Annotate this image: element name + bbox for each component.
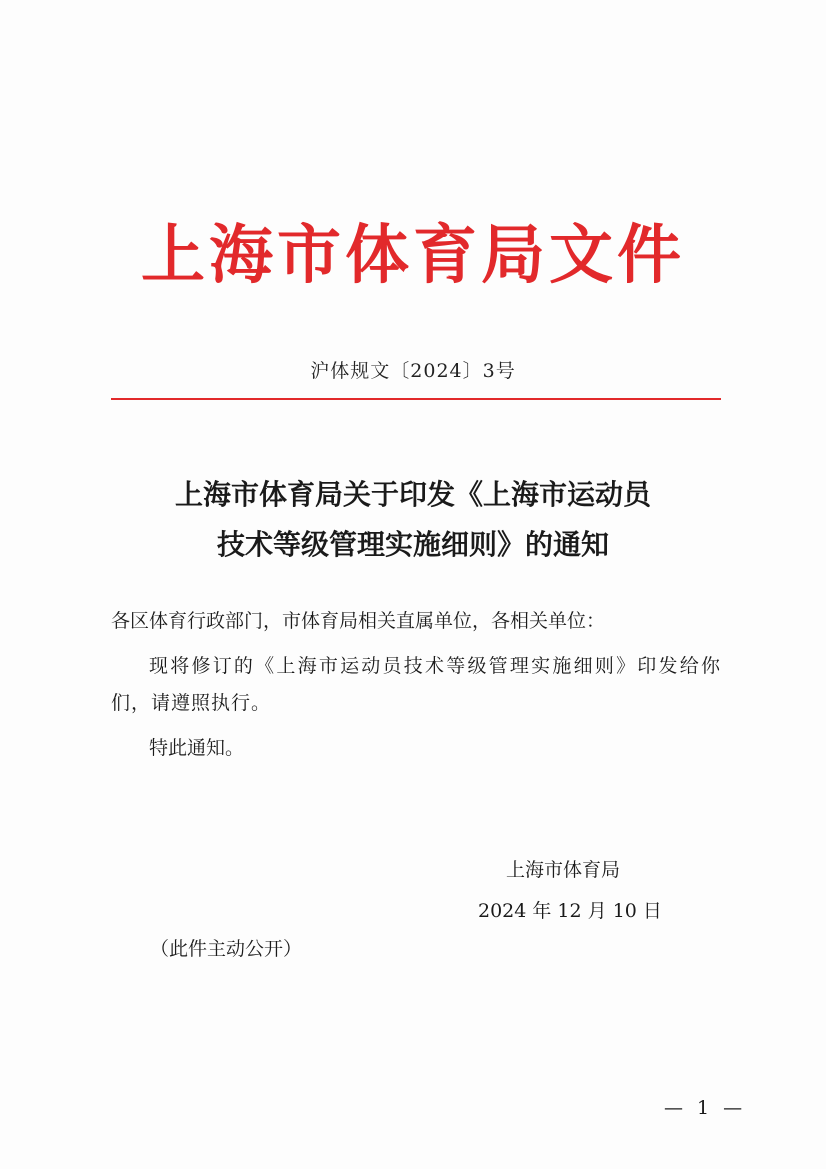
signature-organization: 上海市体育局: [506, 859, 621, 881]
page-number: — 1 —: [664, 1097, 747, 1119]
body-paragraph: 现将修订的《上海市运动员技术等级管理实施细则》印发给你们，请遵照执行。: [111, 655, 721, 714]
title-line-1: 上海市体育局关于印发《上海市运动员: [174, 478, 651, 511]
addressee-line: 各区体育行政部门，市体育局相关直属单位，各相关单位：: [111, 610, 606, 632]
closing-line: 特此通知。: [149, 737, 245, 759]
disclosure-note: （此件主动公开）: [150, 938, 303, 960]
document-number: 沪体规文〔2024〕3号: [310, 360, 516, 382]
document-title: [60, 470, 766, 570]
signature-date: 2024 年 12 月 10 日: [478, 900, 662, 922]
red-divider-line: [111, 398, 721, 400]
title-line-2: 技术等级管理实施细则》的通知: [216, 528, 609, 561]
document-masthead: 上海市体育局文件: [141, 218, 685, 293]
